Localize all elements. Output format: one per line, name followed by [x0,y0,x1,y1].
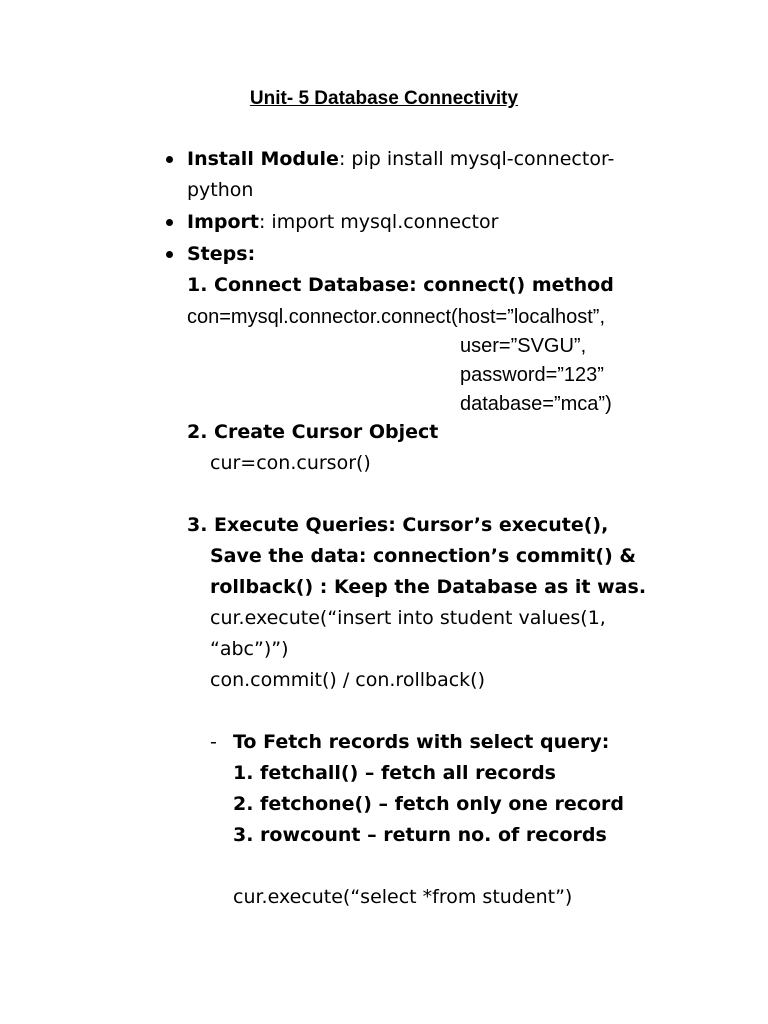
page-title: Unit- 5 Database Connectivity [249,88,519,109]
step1-code-line: user=”SVGU”, [460,335,587,357]
bullet-dot [166,219,173,226]
bullet-install-module [187,144,614,175]
bullet-steps: Steps: [187,243,256,265]
bullet-text-continuation: python [187,179,254,201]
bullet-import [187,207,498,238]
step3-heading-line: rollback() : Keep the Database as it was. [210,576,647,598]
bullet-label: Import [187,211,259,233]
step3-code-line: con.commit() / con.rollback() [210,669,485,691]
fetch-item: 2. fetchone() – fetch only one record [233,793,624,815]
bullet-label: Install Module [187,148,339,170]
step1-code-line: password=”123” [460,364,604,386]
step2-heading: 2. Create Cursor Object [187,421,439,443]
step3-code-line: “abc”)”) [210,638,289,660]
bullet-text: : import mysql.connector [258,211,499,233]
bullet-text: : pip install mysql-connector- [338,148,615,170]
fetch-item: 1. fetchall() – fetch all records [233,762,556,784]
step3-heading-line: 3. Execute Queries: Cursor’s execute(), [187,514,609,536]
step1-code-line: con=mysql.connector.connect(host=”localhost”, [187,306,605,328]
step3-heading-line: Save the data: connection’s commit() & [210,545,636,567]
fetch-item: 3. rowcount – return no. of records [233,824,607,846]
fetch-code: cur.execute(“select *from student”) [233,886,573,908]
step1-heading: 1. Connect Database: connect() method [187,274,614,296]
step2-code: cur=con.cursor() [210,452,371,474]
fetch-dash: - [210,731,217,753]
bullet-dot [166,251,173,258]
step1-code-line: database=”mca”) [460,393,612,415]
bullet-dot [166,156,173,163]
step3-code-line: cur.execute(“insert into student values(1, [210,607,606,629]
fetch-heading: To Fetch records with select query: [233,731,610,753]
